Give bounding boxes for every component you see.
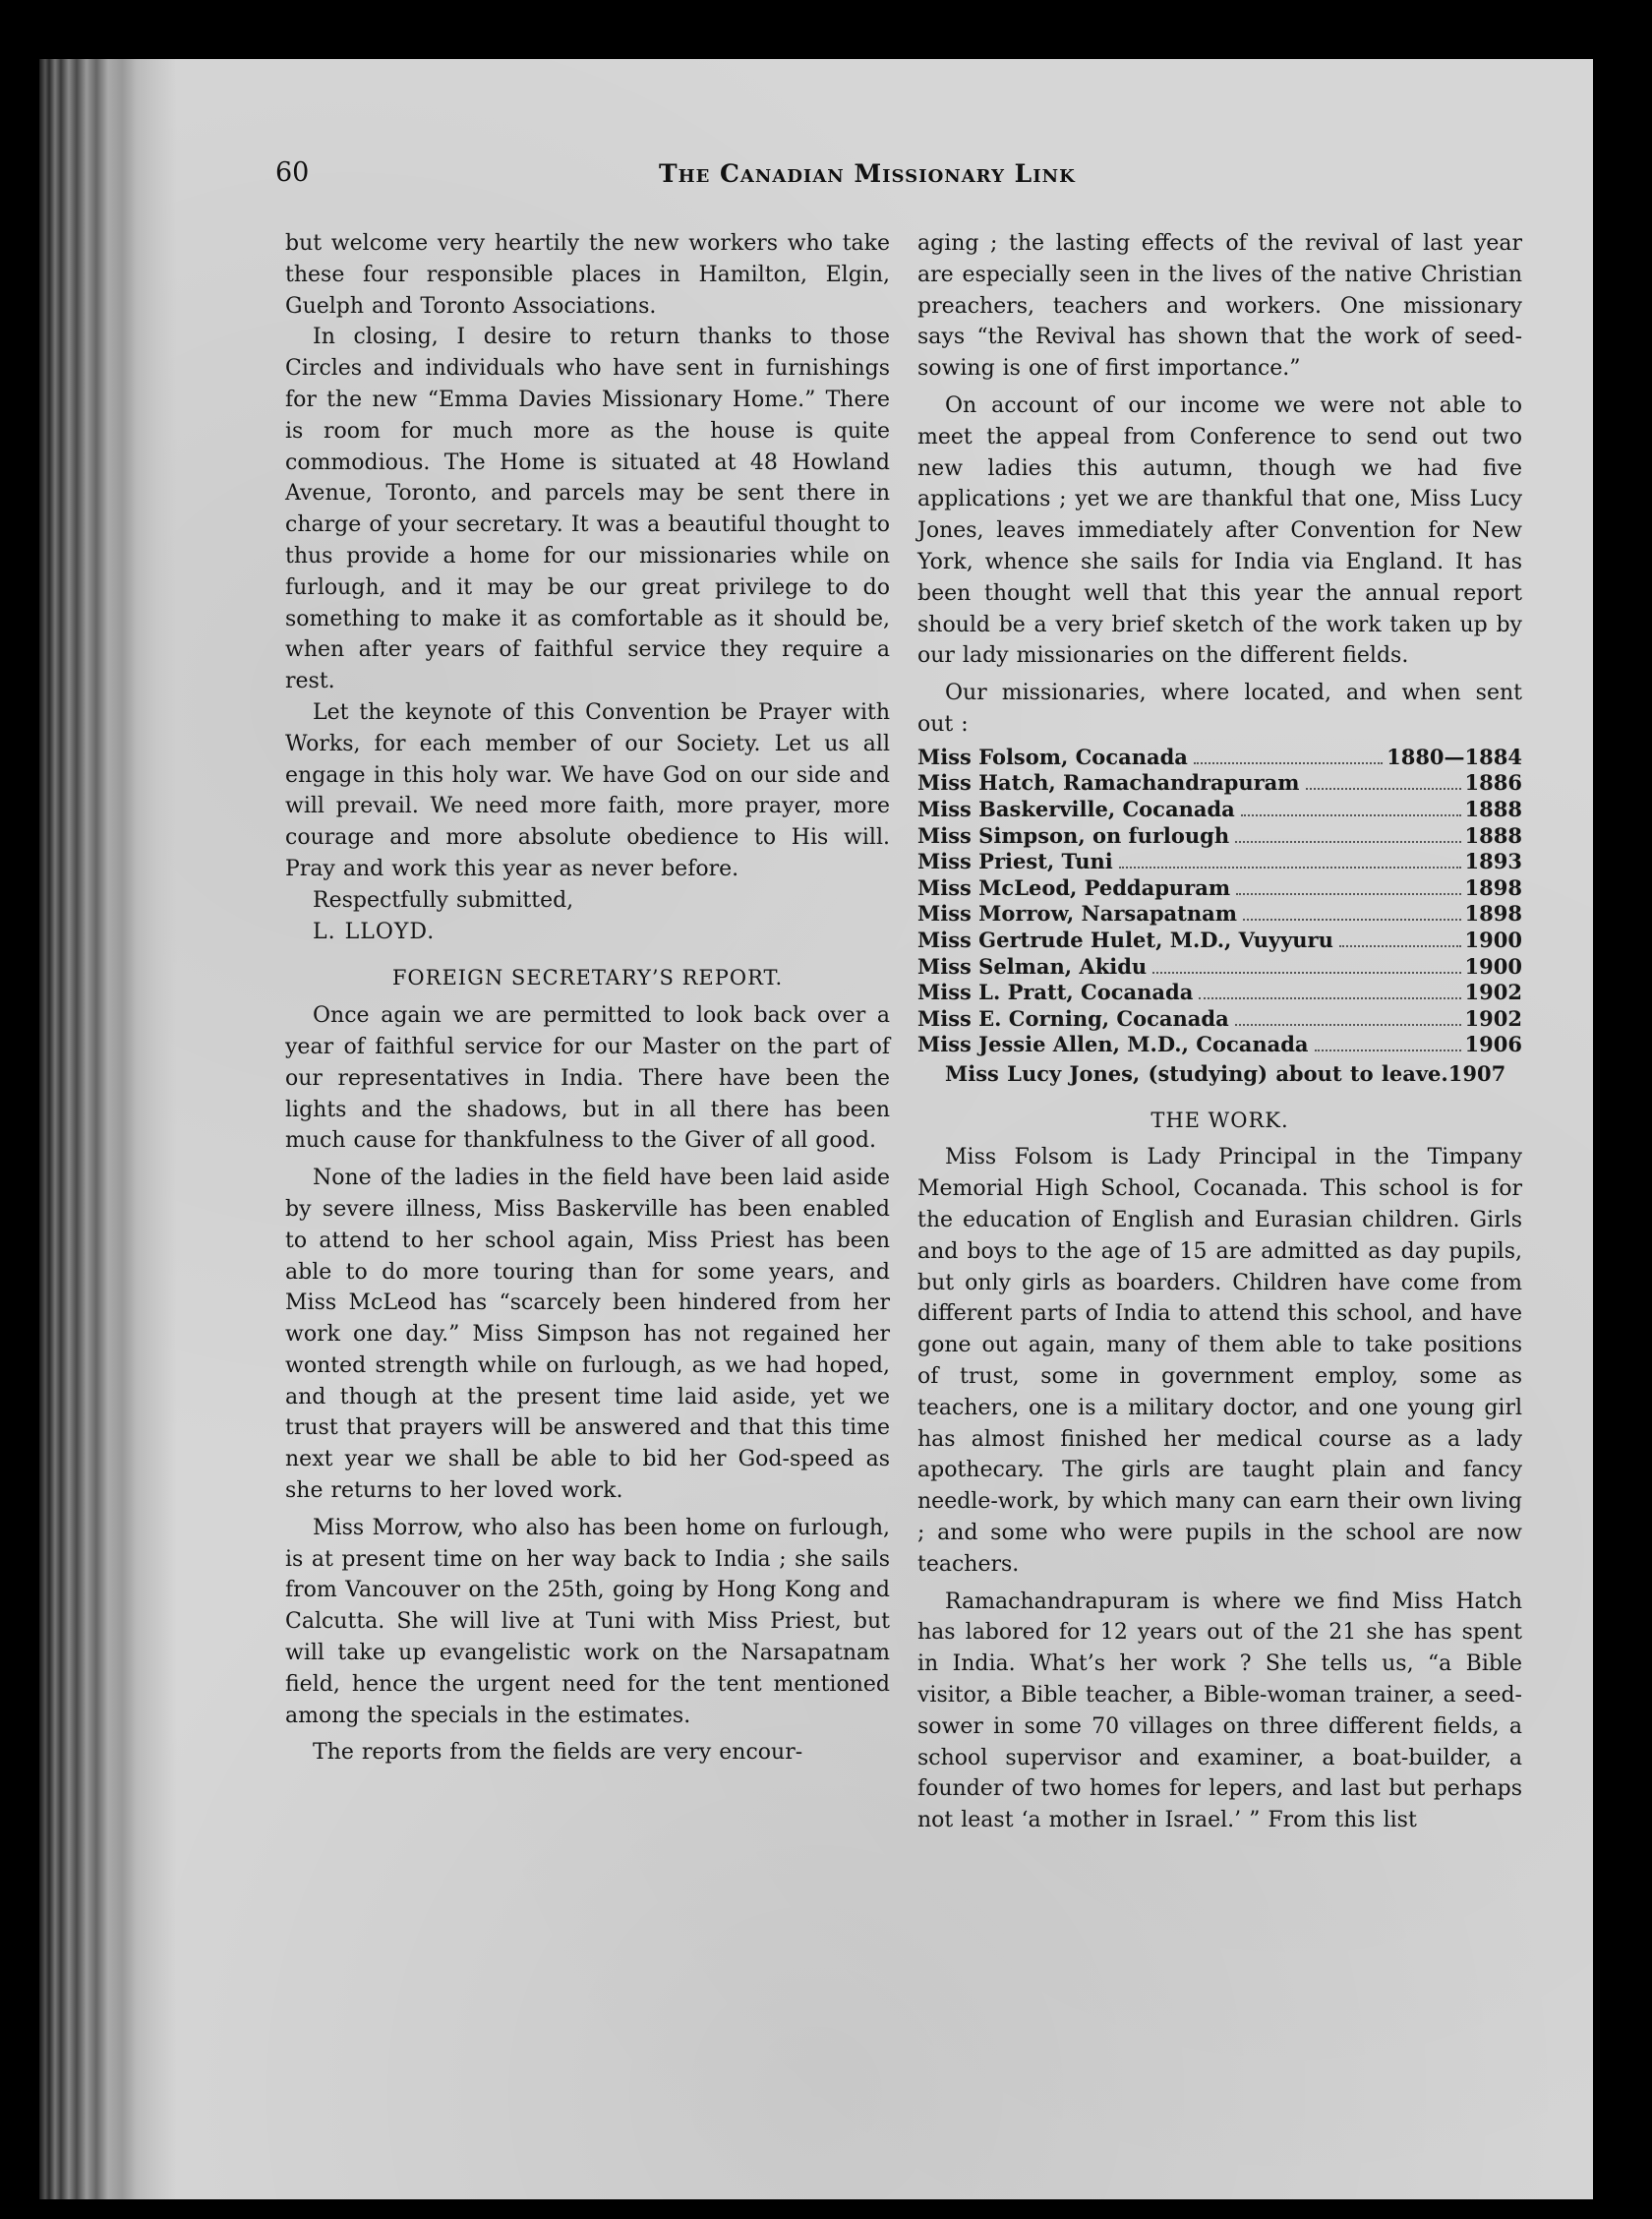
dot-leader — [1339, 945, 1461, 947]
dot-leader — [1243, 919, 1461, 921]
paragraph: On account of our income we were not able to meet the appeal from Conference to send out two new ladies this autumn, though we had five applications ; yet we are thankful that one, Miss Lucy Jones, leaves immediately after Convention for New York, whence she sails for India via England. It has been thought well that this year the annual report should be a very brief sketch of the work taken up by our lady missionaries on the different fields. — [917, 392, 1522, 669]
paragraph: Let the keynote of this Convention be Prayer with Works, for each member of our Society. Let us all engage in this holy war. We have God on our side and will prevail. We need more faith, more prayer, more courage and more absolute obedience to His will. Pray and work this year as never before. — [285, 699, 890, 881]
dot-leader — [1194, 762, 1383, 764]
missionary-location: Miss L. Pratt, Cocanada — [917, 980, 1194, 1005]
missionary-location: Miss Morrow, Narsapatnam — [917, 901, 1237, 927]
paragraph: Once again we are permitted to look back over a year of faithful service for our Master on the part of our representatives in India. There have been the lights and the shadows, but in all there has been much cause for thankfulness to the Giver of all good. — [285, 1003, 890, 1154]
scan-border — [1613, 0, 1652, 2219]
list-item — [917, 901, 1522, 928]
missionary-years: 1906 — [1464, 1032, 1522, 1057]
missionary-location: Miss Selman, Akidu — [917, 953, 1148, 979]
dot-leader — [1315, 1050, 1461, 1051]
paragraph: Miss Folsom is Lady Principal in the Timpany Memorial High School, Cocanada. This school is for the education of English and Eurasian children. Girls and boys to the age of 15 are admitted as day pupils, but only girls as boarders. Children have come from different parts of India to attend this school, and have gone out again, many of them able to take positions of trust, some in government employ, some as teachers, one is a military doctor, and one young girl has almost finished her medical course as a lady apothecary. The girls are taught plain and fancy needle-work, by which many can earn their own living ; and some who were pupils in the school are now teachers. — [917, 1145, 1522, 1577]
missionary-location: Miss Simpson, on furlough — [917, 822, 1230, 848]
missionary-years: 1900 — [1464, 927, 1522, 952]
missionary-location: Miss McLeod, Peddapuram — [917, 874, 1231, 900]
paragraph: Ramachandrapuram is where we find Miss Hatch has labored for 12 years out of the 21 she has spent in India. What’s her work ? She tells us, “a Bible visitor, a Bible teacher, a Bible-woman trainer, a seed-sower in some 70 villages on three different fields, a school supervisor and examiner, a boat-builder, a founder of two homes for lepers, and last but perhaps not least ‘a mother in Israel.’ ” From this list — [917, 1589, 1522, 1833]
list-item — [917, 875, 1522, 902]
missionary-location: Miss Priest, Tuni — [917, 849, 1113, 874]
dot-leader — [1241, 814, 1461, 816]
dot-leader — [1306, 788, 1461, 790]
missionary-years: 1886 — [1464, 770, 1522, 796]
paragraph: Our missionaries, where located, and when sent out : — [917, 681, 1522, 737]
missionary-location: Miss Gertrude Hulet, M.D., Vuyyuru — [917, 927, 1333, 952]
missionary-location: Miss Folsom, Cocanada — [917, 744, 1188, 769]
dot-leader — [1152, 972, 1460, 974]
list-item — [917, 823, 1522, 850]
list-item — [917, 1006, 1522, 1033]
missionary-years: 1902 — [1464, 1005, 1522, 1031]
dot-leader — [1235, 1024, 1461, 1026]
list-item — [917, 928, 1522, 954]
missionary-location: Miss E. Corning, Cocanada — [917, 1005, 1229, 1031]
paragraph: Miss Morrow, who also has been home on furlough, is at present time on her way back to India ; she sails from Vancouver on the 25th, going by Hong Kong and Calcutta. She will live at Tuni with Miss Priest, but will take up evangelistic work on the Narsapatnam field, hence the urgent need for the tent mentioned among the specials in the estimates. — [285, 1515, 890, 1728]
signoff: Respectfully submitted, — [313, 887, 574, 913]
paragraph: In closing, I desire to return thanks to those Circles and individuals who have sent in furnishings for the new “Emma Davies Missionary Home.” There is room for much more as the house is quite commodious. The Home is situated at 48 Howland Avenue, Toronto, and parcels may be sent there in charge of your secretary. It was a beautiful thought to thus provide a home for our missionaries while on furlough, and it may be our great privilege to do something to make it as comfortable as it should be, when after years of faithful service they require a rest. — [285, 325, 890, 694]
page-number: 60 — [275, 157, 310, 188]
paragraph: but welcome very heartily the new workers who take these four responsible places in Hamilton, Elgin, Guelph and Toronto Associations. — [285, 231, 890, 319]
missionary-years: 1888 — [1464, 822, 1522, 848]
running-head — [275, 157, 1534, 197]
page-binding-edge — [39, 59, 177, 2199]
missionary-location: Miss Hatch, Ramachandrapuram — [917, 770, 1300, 796]
list-item — [917, 954, 1522, 981]
dot-leader — [1236, 893, 1460, 895]
paragraph: aging ; the lasting effects of the revival of last year are especially seen in the lives of the native Christian preachers, teachers and workers. One missionary says “the Revival has shown that the work of seed-sowing is one of first importance.” — [917, 231, 1522, 382]
paragraph: The reports from the fields are very encour- — [313, 1740, 803, 1766]
missionary-years: 1902 — [1464, 980, 1522, 1005]
list-item — [917, 797, 1522, 823]
list-item — [917, 1032, 1522, 1058]
dot-leader — [1119, 867, 1461, 869]
missionary-years: 1900 — [1464, 953, 1522, 979]
missionary-years: 1888 — [1464, 796, 1522, 821]
missionary-list — [917, 745, 1522, 1058]
missionary-location: Miss Jessie Allen, M.D., Cocanada — [917, 1032, 1309, 1057]
paragraph: None of the ladies in the field have been laid aside by severe illness, Miss Baskerville has been enabled to attend to her school again, Miss Priest has been able to do more touring than for some years, and Miss McLeod has “scarcely been hindered from her work one day.” Miss Simpson has not regained her wonted strength while on furlough, as we had hoped, and though at the present time laid aside, yet we trust that prayers will be answered and that this time next year we shall be able to bid her God-speed as she returns to her loved work. — [285, 1166, 890, 1504]
list-item — [917, 980, 1522, 1006]
dot-leader — [1199, 997, 1460, 999]
signer-name: L. LLOYD. — [313, 919, 436, 944]
list-item — [917, 745, 1522, 771]
list-item — [917, 849, 1522, 875]
missionary-years: 1898 — [1464, 901, 1522, 927]
missionary-location: Miss Baskerville, Cocanada — [917, 796, 1235, 821]
missionary-years: 1880—1884 — [1386, 744, 1522, 769]
list-item-final: Miss Lucy Jones, (studying) about to leave.1907 — [945, 1060, 1506, 1086]
missionary-years: 1893 — [1464, 849, 1522, 874]
work-heading: THE WORK. — [1150, 1108, 1289, 1132]
missionary-years: 1898 — [1464, 874, 1522, 900]
journal-title: The Canadian Missionary Link — [659, 159, 1076, 188]
left-column — [285, 228, 890, 1769]
report-heading: FOREIGN SECRETARY’S REPORT. — [391, 966, 784, 990]
dot-leader — [1235, 841, 1460, 843]
list-item — [917, 770, 1522, 797]
right-column — [917, 228, 1522, 1836]
